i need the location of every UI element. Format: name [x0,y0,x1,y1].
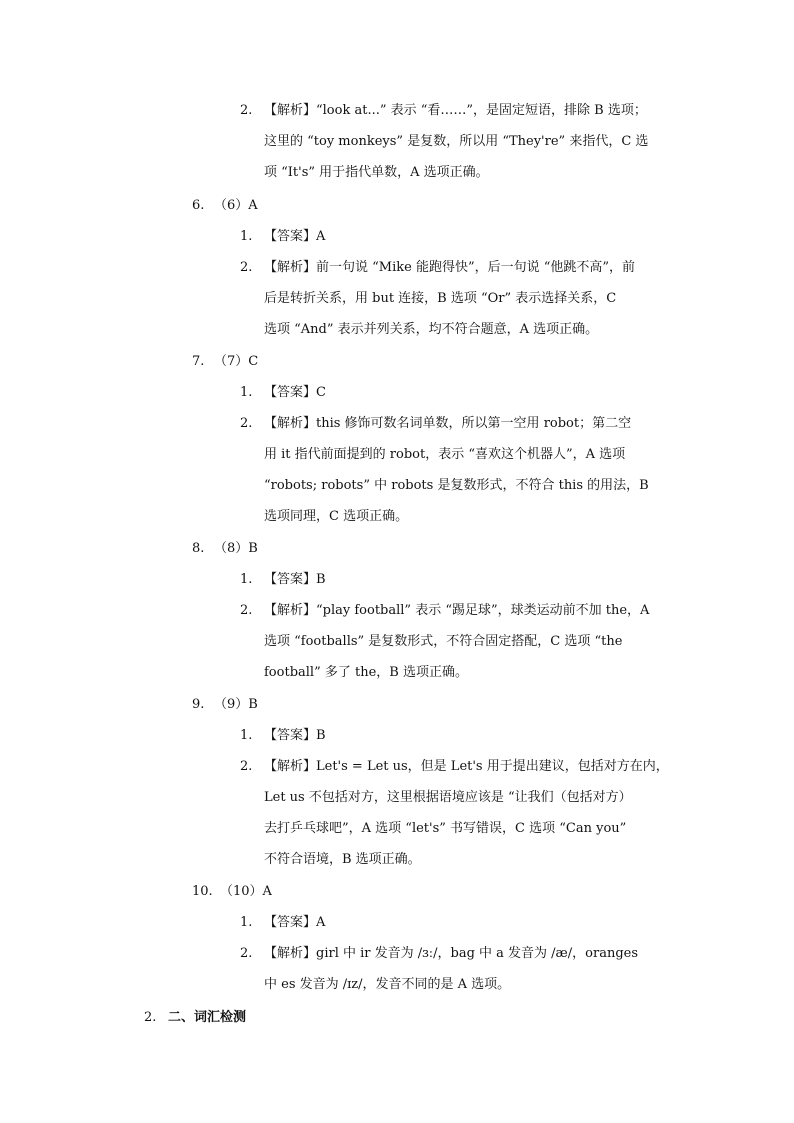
analysis-line: 【解析】前一句说 “Mike 能跑得快”，后一句说 “他跳不高”，前 [264,260,636,275]
answer-line: 【答案】B [264,572,326,587]
sub-item-number: 2. [240,946,253,961]
answer-line: 【答案】A [264,915,326,930]
sub-item-number: 2. [240,603,253,618]
analysis-line: 选项 “footballs” 是复数形式，不符合固定搭配，C 选项 “the [264,634,623,649]
sub-item-number: 2. [240,260,253,275]
analysis-line: 用 it 指代前面提到的 robot，表示 “喜欢这个机器人”，A 选项 [264,447,626,462]
answer-line: 【答案】C [264,385,326,400]
analysis-line: 【解析】this 修饰可数名词单数，所以第一空用 robot；第二空 [264,416,632,431]
analysis-line: 不符合语境，B 选项正确。 [264,852,421,867]
sub-item-number: 2. [240,103,253,118]
analysis-line: Let us 不包括对方，这里根据语境应该是 “让我们（包括对方） [264,790,632,805]
analysis-line: 这里的 “toy monkeys” 是复数，所以用 “They're” 来指代，C 选 [264,134,649,149]
question-title: （9）B [214,697,258,712]
analysis-line: 中 es 发音为 /ɪz/，发音不同的是 A 选项。 [264,977,511,992]
analysis-line: football” 多了 the，B 选项正确。 [264,665,468,680]
analysis-line: 【解析】“play football” 表示 “踢足球”，球类运动前不加 the，A [264,603,650,618]
analysis-line: 【解析】Let's = Let us，但是 Let's 用于提出建议，包括对方在内， [264,759,669,774]
sub-item-number: 2. [240,759,253,774]
question-title: （7）C [214,354,259,369]
sub-item-number: 1. [240,728,253,743]
sub-item-number: 1. [240,915,253,930]
question-title: （8）B [214,541,258,556]
analysis-line: 选项 “And” 表示并列关系，均不符合题意，A 选项正确。 [264,322,599,337]
question-title: （10）A [220,884,272,899]
sub-item-number: 2. [240,416,253,431]
section-heading: 二、词汇检测 [168,1010,247,1025]
answer-line: 【答案】B [264,728,326,743]
analysis-line: 【解析】“look at...” 表示 “看……”，是固定短语，排除 B 选项； [264,103,647,118]
sub-item-number: 1. [240,572,253,587]
analysis-line: 【解析】girl 中 ir 发音为 /ɜː/，bag 中 a 发音为 /æ/，oranges [264,946,639,961]
question-number: 9. [192,697,205,712]
sub-item-number: 1. [240,229,253,244]
question-number: 10. [192,884,213,899]
section-number: 2. [144,1010,157,1025]
question-number: 7. [192,354,205,369]
analysis-line: 去打乒乓球吧”，A 选项 “let's” 书写错误，C 选项 “Can you” [264,821,627,836]
sub-item-number: 1. [240,385,253,400]
answer-line: 【答案】A [264,229,326,244]
analysis-line: 选项同理，C 选项正确。 [264,509,409,524]
question-number: 6. [192,198,205,213]
analysis-line: 项 “It's” 用于指代单数，A 选项正确。 [264,165,489,180]
question-number: 8. [192,541,205,556]
analysis-line: 后是转折关系，用 but 连接，B 选项 “Or” 表示选择关系，C [264,291,617,306]
analysis-line: “robots; robots” 中 robots 是复数形式，不符合 this 的用法，B [264,478,649,493]
question-title: （6）A [214,198,258,213]
